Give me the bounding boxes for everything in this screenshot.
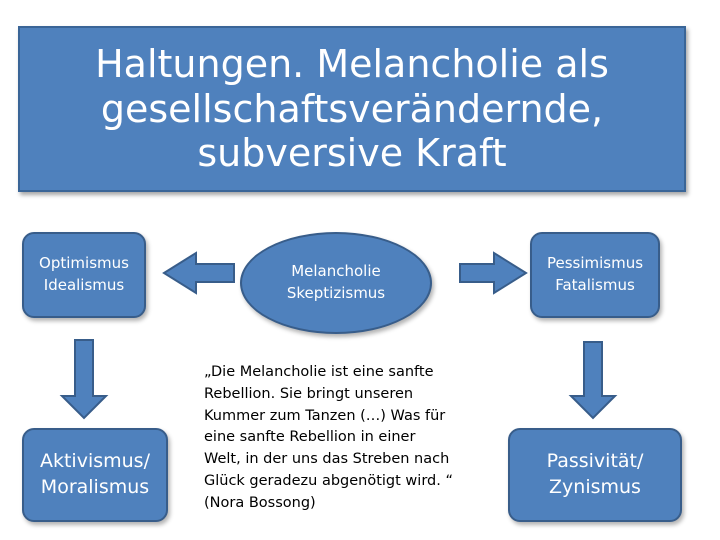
page-title: Haltungen. Melancholie als gesellschaftsverändernde, subversive Kraft (95, 41, 609, 176)
arrow-right-icon (460, 253, 526, 293)
pessimism-label: Pessimismus Fatalismus (546, 254, 644, 294)
optimism-label: Optimismus Idealismus (39, 254, 129, 294)
arrow-left-icon (164, 253, 234, 293)
quote-text: „Die Melancholie ist eine sanfte Rebellion. Sie bringt unseren Kummer zum Tanzen (…) Was für eine sanfte Rebellion in einer Welt, in der uns das Streben nach Glück geradezu abgenötigt wird. “ (Nora Bossong) (204, 364, 453, 511)
melancholy-label: Melancholie Skeptizismus (286, 262, 386, 302)
activism-label: Aktivismus/ Moralismus (39, 450, 150, 498)
arrow-down-left-icon (62, 340, 106, 418)
arrow-down-right-icon (571, 342, 615, 418)
passivity-label: Passivität/ Zynismus (546, 450, 644, 498)
